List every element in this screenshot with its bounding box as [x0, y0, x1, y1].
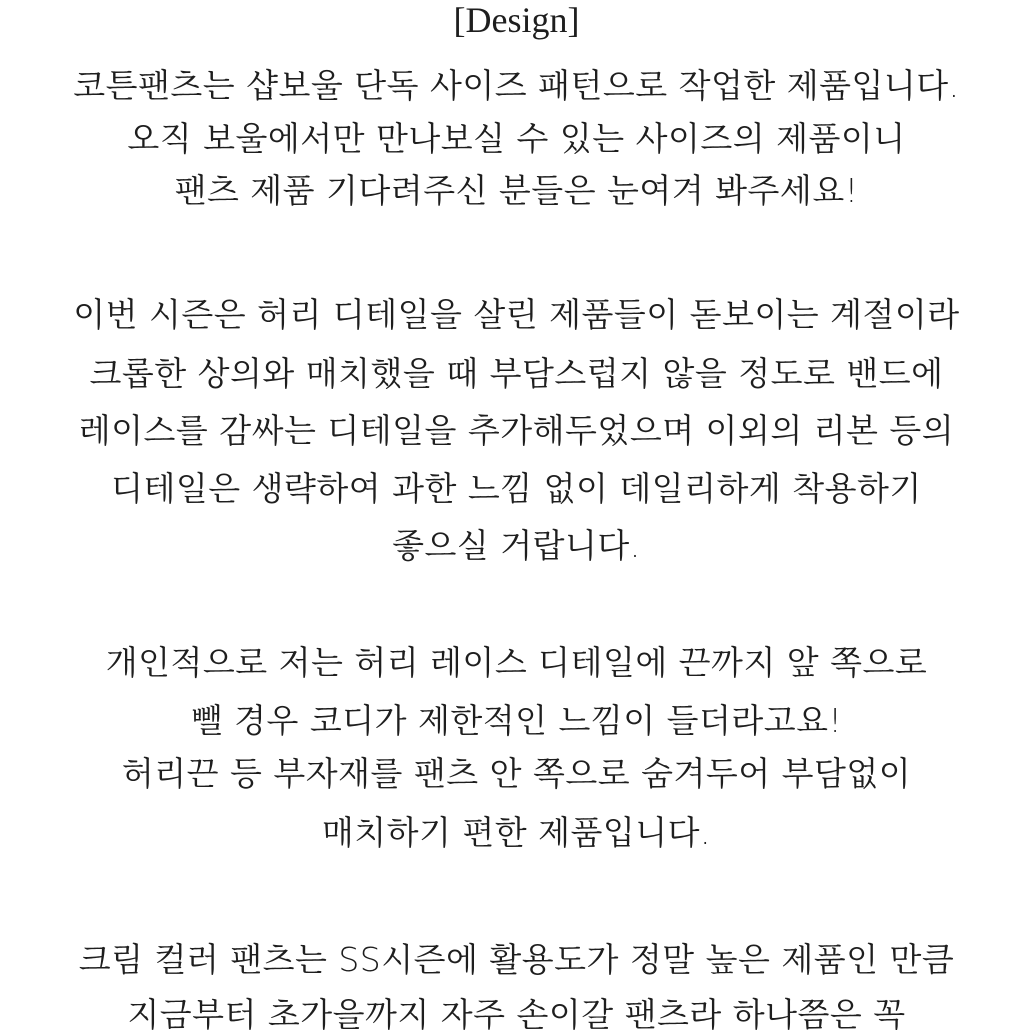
- text-line: 크롭한 상의와 매치했을 때 부담스럽지 않을 정도로 밴드에: [89, 354, 944, 393]
- text-line: 허리끈 등 부자재를 팬츠 안 쪽으로 숨겨두어 부담없이: [121, 754, 912, 793]
- text-line: 오직 보울에서만 만나보실 수 있는 사이즈의 제품이니: [127, 119, 906, 158]
- text-line: 크림 컬러 팬츠는 SS시즌에 활용도가 정말 높은 제품인 만큼: [78, 940, 955, 979]
- text-line: 좋으실 거랍니다.: [392, 526, 641, 565]
- text-line: 뺄 경우 코디가 제한적인 느낌이 들더라고요!: [190, 701, 843, 740]
- text-line: 이번 시즌은 허리 디테일을 살린 제품들이 돋보이는 계절이라: [73, 295, 960, 334]
- text-line: 레이스를 감싸는 디테일을 추가해두었으며 이외의 리본 등의: [78, 411, 955, 450]
- section-title: [Design]: [453, 0, 580, 40]
- text-line: 팬츠 제품 기다려주신 분들은 눈여겨 봐주세요!: [174, 171, 859, 210]
- text-line: 개인적으로 저는 허리 레이스 디테일에 끈까지 앞 쪽으로: [105, 643, 928, 682]
- text-line: 지금부터 초가을까지 자주 손이갈 팬츠라 하나쯤은 꼭: [127, 995, 906, 1034]
- text-line: 디테일은 생략하여 과한 느낌 없이 데일리하게 착용하기: [111, 469, 922, 508]
- text-line: 코튼팬츠는 샵보울 단독 사이즈 패턴으로 작업한 제품입니다.: [73, 66, 960, 105]
- text-line: 매치하기 편한 제품입니다.: [321, 813, 712, 852]
